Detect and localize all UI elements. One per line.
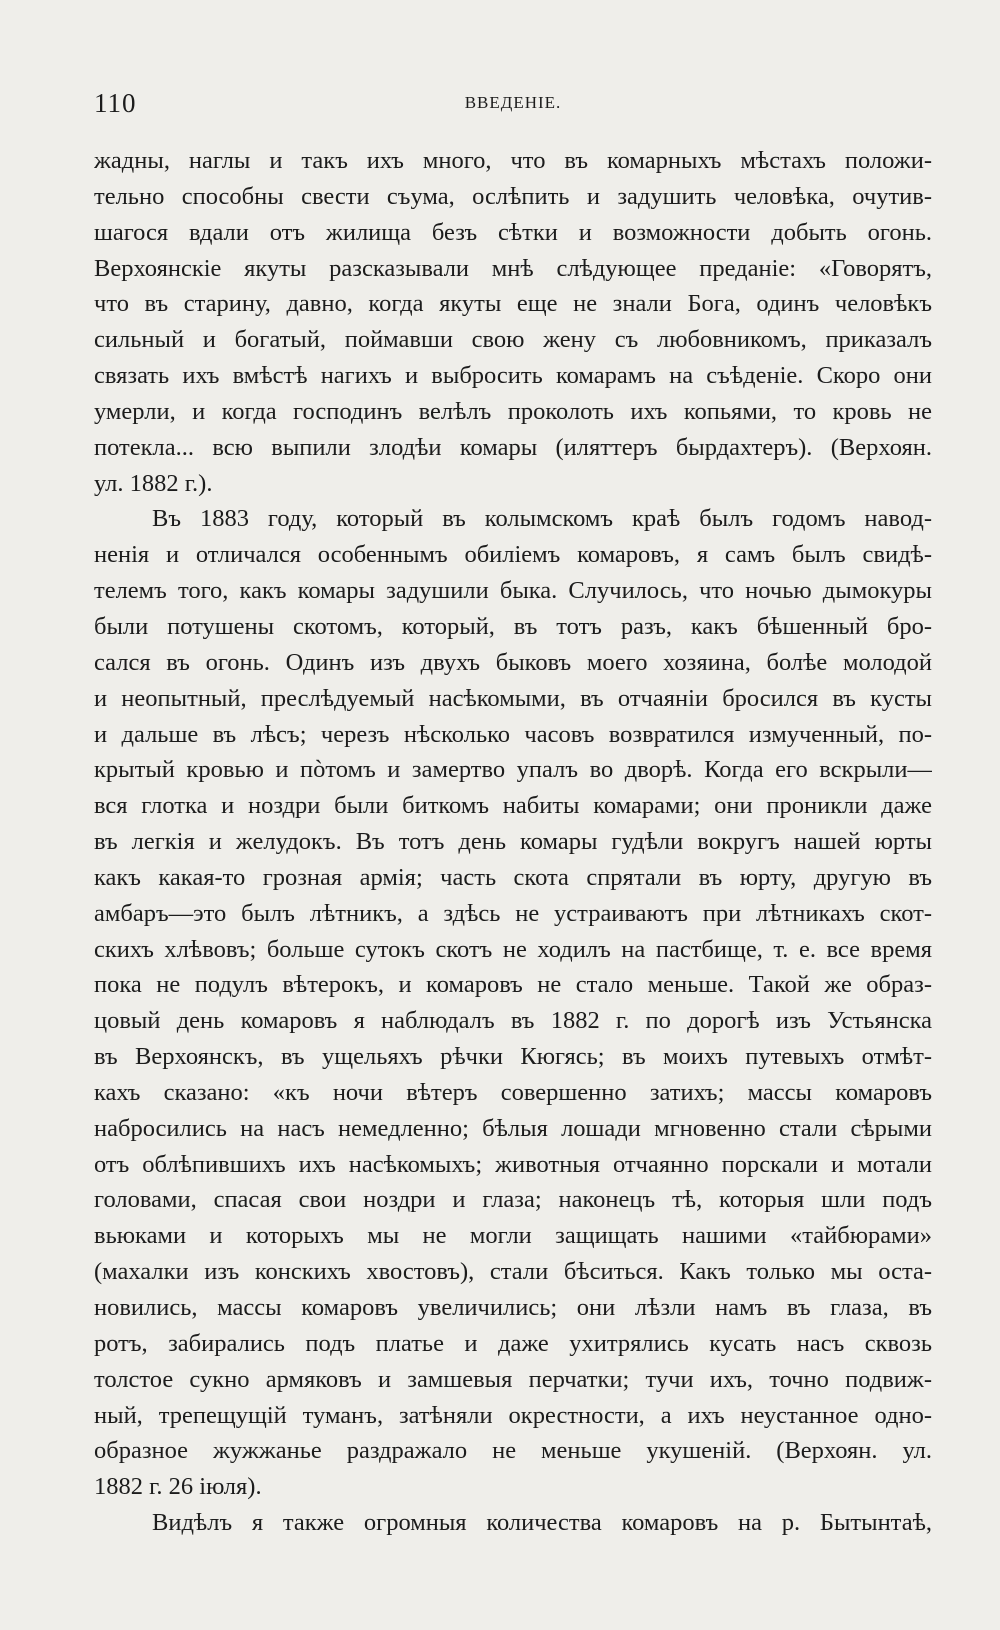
text-line: образное жужжанье раздражало не меньше укушеній. (Верхоян. ул. — [94, 1437, 932, 1465]
text-line: крытый кровью и пòтомъ и замертво упалъ во дворѣ. Когда его вскрыли— — [94, 756, 932, 784]
body-text — [94, 143, 932, 1541]
text-line: и неопытный, преслѣдуемый насѣкомыми, въ отчаяніи бросился въ кусты — [94, 684, 932, 712]
text-line: телемъ того, какъ комары задушили быка. Случилось, что ночью дымокуры — [94, 577, 932, 605]
text-line: ный, трепещущій туманъ, затѣняли окрестности, а ихъ неустанное одно- — [94, 1401, 932, 1429]
text-line: (махалки изъ конскихъ хвостовъ), стали бѣситься. Какъ только мы оста- — [94, 1258, 932, 1286]
page-header — [94, 88, 932, 128]
text-line: въ легкія и желудокъ. Въ тотъ день комары гудѣли вокругъ нашей юрты — [94, 828, 932, 856]
text-line: амбаръ—это былъ лѣтникъ, а здѣсь не устраиваютъ при лѣтникахъ скот- — [94, 899, 932, 927]
text-line: набросились на насъ немедленно; бѣлыя лошади мгновенно стали сѣрыми — [94, 1114, 932, 1142]
text-line: Видѣлъ я также огромныя количества комаровъ на р. Бытынтаѣ, — [152, 1509, 932, 1537]
text-line: и дальше въ лѣсъ; черезъ нѣсколько часовъ возвратился измученный, по- — [94, 720, 932, 748]
text-line: умерли, и когда господинъ велѣлъ проколоть ихъ копьями, то кровь не — [94, 397, 932, 425]
text-line: отъ облѣпившихъ ихъ насѣкомыхъ; животныя отчаянно порскали и мотали — [94, 1150, 932, 1178]
text-line: Верхоянскіе якуты разсказывали мнѣ слѣдующее преданіе: «Говорятъ, — [94, 254, 932, 282]
text-line: ул. 1882 г.). — [94, 469, 213, 497]
page-number: 110 — [94, 88, 137, 118]
text-line: ротъ, забирались подъ платье и даже ухитрялись кусать насъ сквозь — [94, 1329, 932, 1357]
text-line: сильный и богатый, поймавши свою жену съ любовникомъ, приказалъ — [94, 326, 932, 354]
text-line: толстое сукно армяковъ и замшевыя перчатки; тучи ихъ, точно подвиж- — [94, 1365, 932, 1393]
text-line: 1882 г. 26 іюля). — [94, 1473, 262, 1501]
text-line: потекла... всю выпили злодѣи комары (иляттеръ бырдахтеръ). (Верхоян. — [94, 433, 932, 461]
text-line: тельно способны свести съума, ослѣпить и задушить человѣка, очутив- — [94, 182, 932, 210]
text-line: ненія и отличался особеннымъ обиліемъ комаровъ, я самъ былъ свидѣ- — [94, 541, 932, 569]
text-line: цовый день комаровъ я наблюдалъ въ 1882 г. по дорогѣ изъ Устьянска — [94, 1007, 932, 1035]
text-line: скихъ хлѣвовъ; больше сутокъ скотъ не ходилъ на пастбище, т. е. все время — [94, 935, 932, 963]
text-line: жадны, наглы и такъ ихъ много, что въ комарныхъ мѣстахъ положи- — [94, 147, 932, 174]
text-line: новились, массы комаровъ увеличились; они лѣзли намъ въ глаза, въ — [94, 1294, 932, 1321]
text-line: головами, спасая свои ноздри и глаза; наконецъ тѣ, которыя шли подъ — [94, 1186, 932, 1214]
text-line: сался въ огонь. Одинъ изъ двухъ быковъ моего хозяина, болѣе молодой — [94, 648, 932, 676]
text-line: кахъ сказано: «къ ночи вѣтеръ совершенно затихъ; массы комаровъ — [94, 1078, 932, 1106]
running-title: ВВЕДЕНІЕ. — [464, 93, 562, 112]
text-line: Въ 1883 году, который въ колымскомъ краѣ былъ годомъ навод- — [152, 505, 932, 533]
text-line: что въ старину, давно, когда якуты еще не знали Бога, одинъ человѣкъ — [94, 290, 932, 318]
text-line: пока не подулъ вѣтерокъ, и комаровъ не стало меньше. Такой же образ- — [94, 971, 932, 999]
text-line: шагося вдали отъ жилища безъ сѣтки и возможности добыть огонь. — [94, 218, 932, 246]
text-line: какъ какая-то грозная армія; часть скота спрятали въ юрту, другую въ — [94, 863, 932, 891]
text-line: были потушены скотомъ, который, въ тотъ разъ, какъ бѣшенный бро- — [94, 612, 932, 640]
text-line: въ Верхоянскъ, въ ущельяхъ рѣчки Кюгясь; въ моихъ путевыхъ отмѣт- — [94, 1043, 932, 1071]
text-line: связать ихъ вмѣстѣ нагихъ и выбросить комарамъ на съѣденіе. Скоро они — [94, 362, 932, 390]
text-line: вся глотка и ноздри были биткомъ набиты комарами; они проникли даже — [94, 792, 932, 820]
text-line: вьюками и которыхъ мы не могли защищать нашими «тайбюрами» — [94, 1222, 932, 1250]
